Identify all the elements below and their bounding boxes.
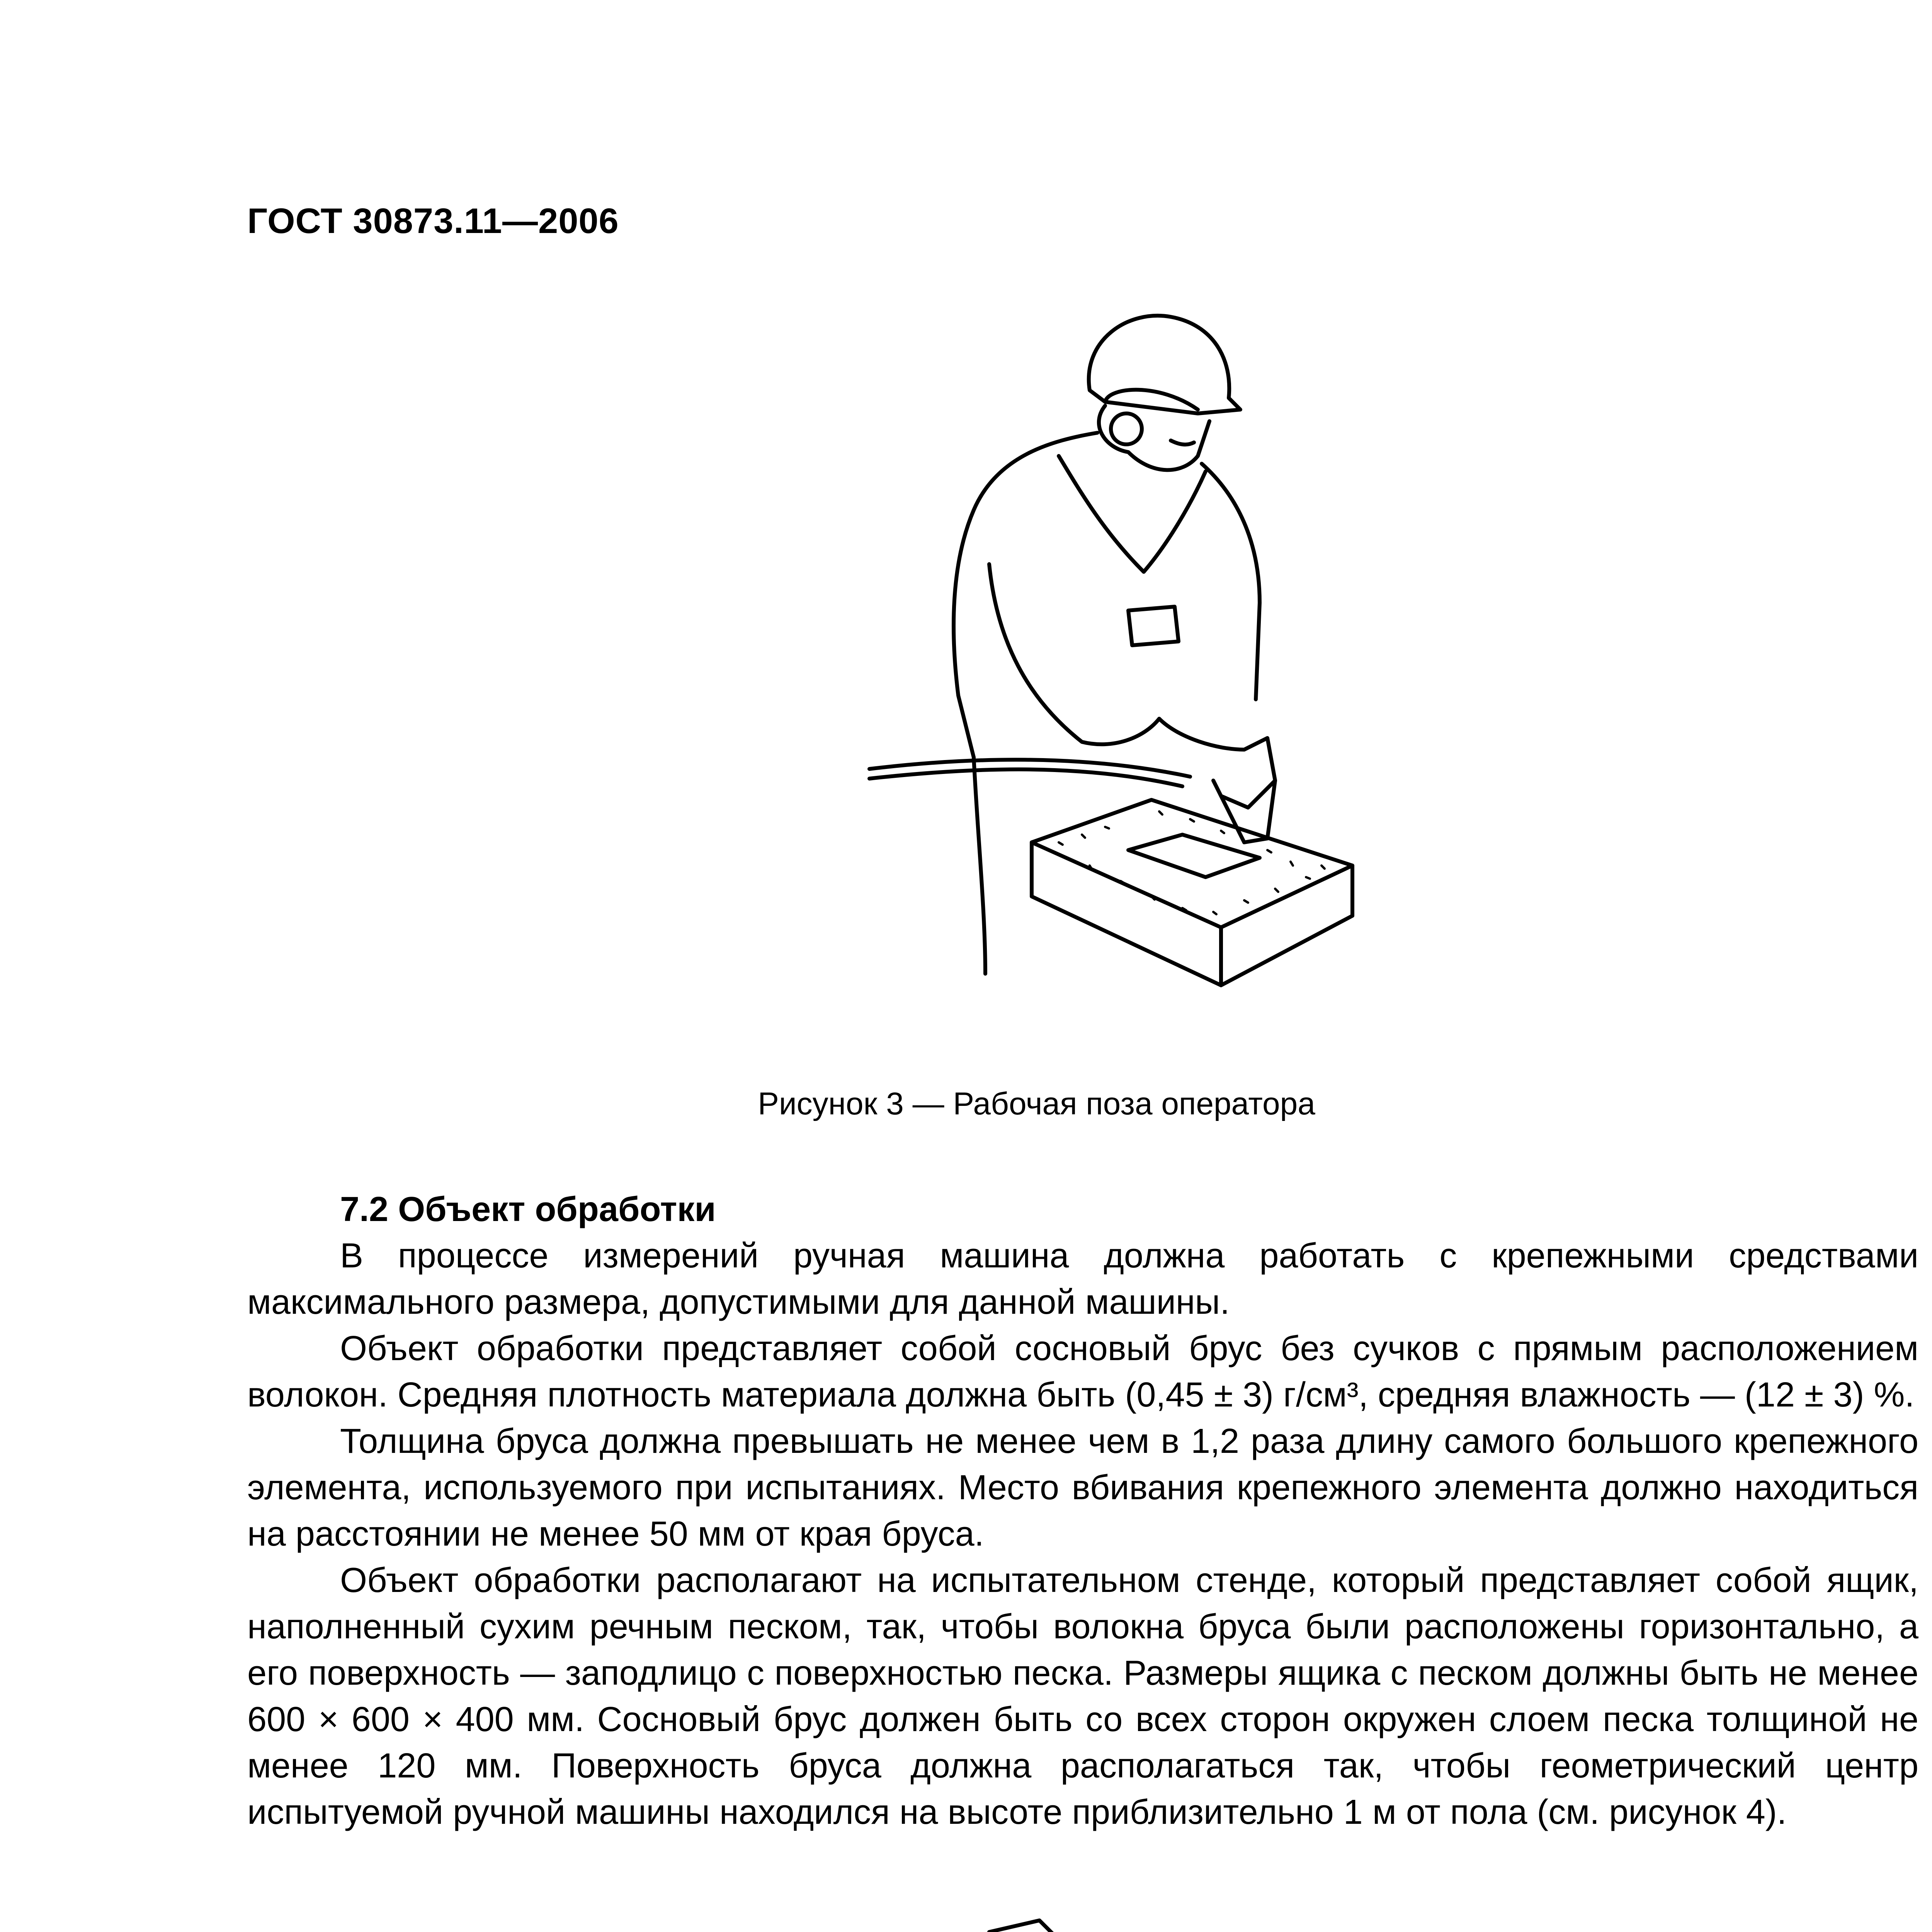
paragraph-3: Толщина бруса должна превышать не менее чем в 1,2 раза длину самого большого крепежного элемента, используемого при испытаниях. Место вбивания крепежного элемента должно находиться на расстоянии не менее 50 мм от края бруса. [247,1422,1918,1553]
paragraph-2: Объект обработки представляет собой сосновый брус без сучков с прямым расположением волокон. Средняя плотность материала должна быть (0,45 ± 3) г/см³, средняя влажность — (12 ± 3) %. [247,1329,1918,1414]
test-stand-drawing [823,1893,1372,1932]
document-header: ГОСТ 30873.11—2006 [247,201,619,241]
section-7-2 [247,1186,1918,1835]
figure-3-caption: Рисунок 3 — Рабочая поза оператора [758,1086,1315,1121]
paragraph-1: В процессе измерений ручная машина должна работать с крепежными средствами максимального размера, допустимыми для данной машины. [247,1236,1918,1321]
paragraph-4: Объект обработки располагают на испытательном стенде, который представляет собой ящик, наполненный сухим речным песком, так, чтобы волокна бруса были расположены горизонтально, а его поверхность — заподлицо с поверхностью песка. Размеры ящика с песком должны быть не менее 600 × 600 × 400 мм. Сосновый брус должен быть со всех сторон окружен слоем песка толщиной не менее 120 мм. Поверхность бруса должна располагаться так, чтобы геометрический центр испытуемой ручной машины находился на высоте приблизительно 1 м от пола (см. рисунок 4). [247,1561,1918,1832]
section-title: 7.2 Объект обработки [340,1190,716,1229]
operator-with-nailer-drawing [811,294,1391,1047]
